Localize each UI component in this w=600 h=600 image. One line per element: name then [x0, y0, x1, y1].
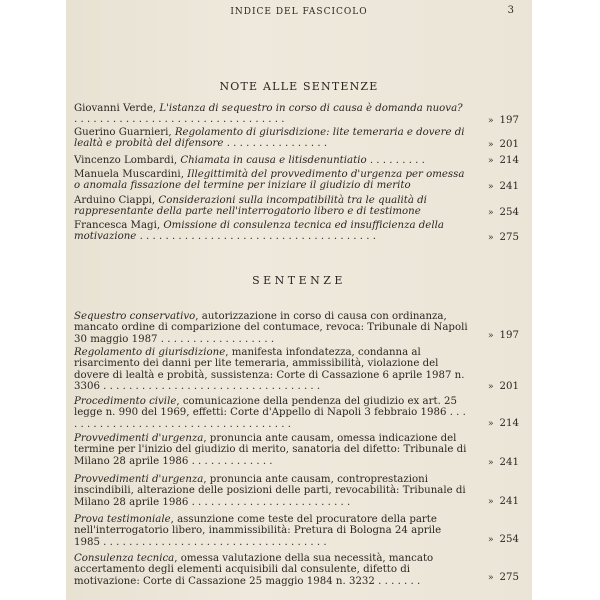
sentenza-entry: Regolamento di giurisdizione, manifesta infondatezza, condanna al risarcimento dei danni per lite temeraria, ammissibilità, violazione del dovere di lealtà e probità, sussistenza: Corte di Cassazione 6 aprile 1987 n. 3306 . . . . . . . . . . . . . . . . . . . . . . . . . . . . . . . . . . » 201 — [74, 347, 519, 392]
page-ref: 241 — [499, 181, 519, 192]
page-ref: 197 — [499, 115, 519, 126]
sentenza-entry: Consulenza tecnica, omessa valutazione della sua necessità, mancato accertamento degli elementi acquisibili dal consulente, difetto di motivazione: Corte di Cassazione 25 maggio 1984 n. 3232 . . . . . . . » 275 — [74, 553, 519, 587]
page-ref: 241 — [499, 496, 519, 507]
sentenza-entry: Provvedimenti d'urgenza, pronuncia ante causam, omessa indicazione del termine per l'inizio del giudizio di merito, sanatoria del difetto: Tribunale di Milano 28 aprile 1986 . . . . . . . . . . . . . » 241 — [74, 433, 519, 468]
note-entry: Manuela Muscardini, Illegittimità del provvedimento d'urgenza per omessa o anomala fissazione del termine per iniziare il giudizio di merito » 241 — [74, 169, 519, 192]
note-entry: Francesca Magi, Omissione di consulenza tecnica ed insufficienza della motivazione . . . . . . . . . . . . . . . . . . . . . . . . . . . . . . . . . . . . . » 275 — [74, 220, 519, 243]
sentenza-entry: Provvedimenti d'urgenza, pronuncia ante causam, controprestazioni inscindibili, alterazione delle posizioni delle parti, revocabilità: Tribunale di Milano 28 aprile 1986 . . . . . . . . . . . . . . . . . . . . . . . . . » 241 — [74, 474, 519, 508]
page-ref: 254 — [499, 534, 519, 545]
page-ref: 275 — [499, 232, 519, 243]
page-ref: 241 — [499, 457, 519, 468]
note-entry: Guerino Guarnieri, Regolamento di giurisdizione: lite temeraria e dovere di lealtà e probità del difensore . . . . . . . . . . . . . . . . » 201 — [74, 127, 519, 150]
note-entry: Vincenzo Lombardi, Chiamata in causa e litisdenuntiatio . . . . . . . . . » 214 — [74, 155, 519, 166]
sentenza-entry: Prova testimoniale, assunzione come teste del procuratore della parte nell'interrogatorio libero, inammissibilità: Pretura di Bologna 24 aprile 1985 . . . . . . . . . . . . . . . . . . . . . . . . . . . . . . . . . . . » 254 — [74, 514, 519, 548]
page — [66, 0, 532, 600]
page-ref: 254 — [499, 207, 519, 218]
section-title-note: NOTE ALLE SENTENZE — [219, 80, 379, 93]
sentenza-entry: Procedimento civile, comunicazione della pendenza del giudizio ex art. 25 legge n. 990 del 1969, effetti: Corte d'Appello di Napoli 3 febbraio 1986 . . . . . . . . . . . . . . . . . . . . . . . . . . . . . . . . . . . . . » 214 — [74, 396, 519, 430]
section-title-sentenze: SENTENZE — [252, 274, 346, 287]
note-entry: Giovanni Verde, L'istanza di sequestro in corso di causa è domanda nuova? . . . . . . . . . . . . . . . . . . . . . . . . . . . . . . . . . » 197 — [74, 103, 519, 126]
running-header: INDICE DEL FASCICOLO — [230, 7, 368, 17]
page-ref: 197 — [499, 330, 519, 341]
note-entry: Arduino Ciappi, Considerazioni sulla incompatibilità tra le qualità di rappresentante della parte nell'interrogatorio libero e di testimone » 254 — [74, 195, 519, 218]
page-ref: 214 — [499, 155, 519, 166]
page-ref: 275 — [499, 572, 519, 583]
page-ref: 214 — [499, 418, 519, 429]
sentenza-entry: Sequestro conservativo, autorizzazione in corso di causa con ordinanza, mancato ordine di comparizione del contumace, revoca: Tribunale di Napoli 30 maggio 1987 . . . . . . . . . . . . . . . . . . » 197 — [74, 311, 519, 345]
page-number: 3 — [507, 5, 514, 16]
page-ref: 201 — [499, 381, 519, 392]
page-ref: 201 — [499, 139, 519, 150]
